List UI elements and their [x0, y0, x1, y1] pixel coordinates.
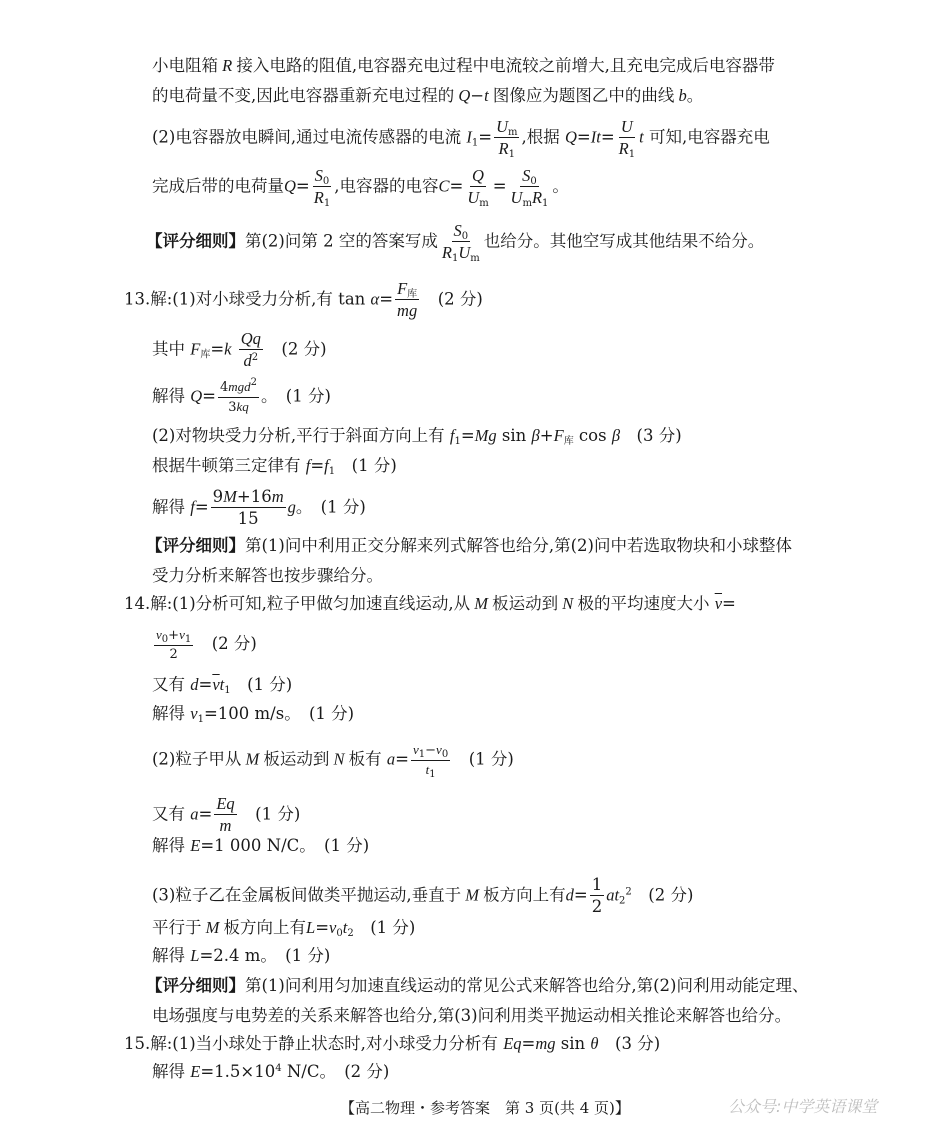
text: 解得 — [152, 704, 185, 723]
text: 其中 — [152, 339, 185, 359]
text: 第(1)问利用匀加速直线运动的常见公式来解答也给分,第(2)问利用动能定理、 — [245, 976, 809, 995]
text: 第(2)问第 2 空的答案写成 — [245, 231, 438, 251]
score: (1 分) — [320, 497, 366, 517]
score: (2 分) — [437, 289, 483, 309]
q14-line6: 又有 a= $\frac{Eq}{m}$ (1 分) — [152, 794, 301, 836]
text: 。 — [261, 386, 270, 406]
text: (2)对物块受力分析,平行于斜面方向上有 — [152, 426, 445, 445]
score: (1 分) — [308, 704, 355, 723]
text: 受力分析来解答也按步骤给分。 — [152, 566, 383, 585]
text: 解得 — [152, 946, 185, 965]
q14-line9: 平行于 M 板方向上有$L=v_0t_2$ (1 分) — [152, 918, 416, 939]
q14-line8: (3)粒子乙在金属板间做类平抛运动,垂直于 M 板方向上有d= $\frac{1}{2}$ $at_2^2$ (2 分) — [152, 875, 694, 917]
score: (3 分) — [636, 426, 682, 445]
q13-rubric-1 — [146, 538, 792, 555]
fraction: $\frac{1}{2}$ — [591, 875, 603, 917]
q14-line3: 又有 $d=\overline{v}t_1$ (1 分) — [152, 675, 293, 696]
rubric-tag: 【评分细则】 — [146, 976, 245, 995]
p12-line2: 的电荷量不变,因此电容器重新充电过程的 Q−t 图像应为题图乙中的曲线 b。 — [152, 86, 704, 105]
fraction: $\frac{S_0}{R_1U_m}$ — [441, 221, 480, 265]
q13-line6: 解得 f= $\frac{9M+16m}{15}$ g。 (1 分) — [152, 487, 366, 529]
fraction: $\frac{U}{R_1}$ — [618, 117, 636, 161]
text: 的电荷量不变,因此电容器重新充电过程的 — [152, 86, 455, 105]
exponent: 4 — [275, 1063, 282, 1074]
score: (2 分) — [344, 1062, 390, 1081]
fraction: $\frac{4mgd^2}{3kq}$ — [220, 377, 258, 415]
text: (2)电容器放电瞬间,通过电流传感器的电流 — [152, 127, 462, 147]
rubric-tag: 【评分细则】 — [146, 536, 245, 555]
q14-rubric-2 — [152, 1008, 791, 1025]
q14-line1: 14.解:(1)分析可知,粒子甲做匀加速直线运动,从 M 板运动到 N 极的平均速度大小 $\overline{v}=$ — [124, 594, 736, 613]
fraction: $\frac{v_1-v_0}{t_1}$ — [412, 742, 449, 780]
score: (3 分) — [615, 1034, 661, 1053]
text: 电场强度与电势差的关系来解答也给分,第(3)问利用类平抛运动相关推论来解答也给分。 — [152, 1006, 792, 1025]
p12-line4: 完成后带的电荷量Q= $\frac{S_0}{R_1}$ ,电容器的电容C= $\frac{Q}{U_m}$ = $\frac{S_0}{U_mR_1}$ 。 — [152, 166, 569, 210]
rubric-tag: 【评分细则】 — [146, 231, 245, 251]
fraction: $\frac{9M+16m}{15}$ — [212, 487, 284, 529]
q14-line7: 解得 E=1 000 N/C。 (1 分) — [152, 836, 370, 855]
fraction: $\frac{v_0+v_1}{2}$ — [156, 627, 192, 662]
text: 解得 — [152, 497, 185, 517]
text: 解得 — [152, 386, 185, 406]
score: (1 分) — [285, 946, 331, 965]
fraction: $\frac{U_m}{R_1}$ — [496, 117, 518, 161]
text: 板运动到 — [492, 594, 559, 613]
fraction: $\frac{S_0}{U_mR_1}$ — [510, 166, 549, 210]
p12-part2: (2)电容器放电瞬间,通过电流传感器的电流 $I_1=$ $\frac{U_m}{R_1}$ ,根据 Q=It= $\frac{U}{R_1}$ t 可知,电容器充电 — [152, 117, 770, 161]
fraction: $\frac{S_0}{R_1}$ — [313, 166, 331, 210]
text: 可知,电容器充电 — [648, 127, 770, 147]
q13-rubric-2 — [152, 568, 383, 585]
q13-line4: (2)对物块受力分析,平行于斜面方向上有 $f_1=Mg$ $\sin \beta+F_库$ cos β (3 分) — [152, 426, 682, 447]
fraction: $\frac{Eq}{m}$ — [216, 794, 235, 836]
text: =1.5×10 — [200, 1062, 276, 1081]
text: 。 — [295, 497, 305, 517]
q14-rubric-1 — [146, 978, 809, 995]
q14-line10: 解得 L=2.4 m。 (1 分) — [152, 946, 331, 965]
p12-rubric — [146, 221, 765, 265]
score: (1 分) — [351, 456, 397, 475]
q15-line2: 解得 $E=1.5\times 10^4$ N/C。 (2 分) — [152, 1062, 390, 1081]
text: 板方向上有 — [223, 918, 306, 937]
text: 解:(1)对小球受力分析,有 — [150, 289, 333, 309]
q13-line2: 其中 $F_库=k$ $\frac{Qq}{d^2}$ (2 分) — [152, 329, 327, 371]
score: (1 分) — [285, 386, 331, 406]
score: (2 分) — [211, 634, 257, 654]
text: 也给分。其他空写成其他结果不给分。 — [483, 231, 765, 251]
score: (2 分) — [648, 885, 694, 905]
text: N/C。 — [281, 1062, 328, 1081]
text: 第(1)问中利用正交分解来列式解答也给分,第(2)问中若选取物块和小球整体 — [245, 536, 792, 555]
question-number: 13. — [124, 289, 151, 309]
text: 完成后带的电荷量 — [152, 176, 284, 196]
text: 平行于 — [152, 918, 202, 937]
text: 又有 — [152, 675, 185, 694]
text: 解得 — [152, 836, 185, 855]
q14-line2 — [152, 628, 257, 661]
text: 根据牛顿第三定律有 — [152, 456, 301, 475]
text: =2.4 m。 — [199, 946, 269, 965]
page-footer: 【高二物理・参考答案 第 3 页(共 4 页)】 — [340, 1099, 630, 1117]
q14-line4: 解得 $v_1=100$ m/s。 (1 分) — [152, 704, 355, 725]
text: (2)粒子甲从 — [152, 749, 242, 769]
q14-line5: (2)粒子甲从 M 板运动到 N 板有 a= $\frac{v_1-v_0}{t_1}$ (1 分) — [152, 742, 514, 780]
score: (2 分) — [281, 339, 327, 359]
text: 又有 — [152, 804, 185, 824]
fraction: $\frac{F_库}{mg}$ — [397, 279, 418, 321]
text: 板有 — [348, 749, 382, 769]
text: (3)粒子乙在金属板间做类平抛运动,垂直于 — [152, 885, 462, 905]
p12-line1: 小电阻箱 R 接入电路的阻值,电容器充电过程中电流较之前增大,且充电完成后电容器带 — [152, 56, 775, 75]
text: 板方向上有 — [483, 885, 566, 905]
question-number: 15. — [124, 1034, 151, 1053]
q13-line5: 根据牛顿第三定律有 $f=f_1$ (1 分) — [152, 456, 397, 477]
text: =100 m/s。 — [203, 704, 293, 723]
text: ,根据 — [521, 127, 560, 147]
text: 小电阻箱 — [152, 56, 218, 75]
text: 极的平均速度大小 — [577, 594, 710, 613]
text: 板运动到 — [263, 749, 330, 769]
text: 接入电路的阻值,电容器充电过程中电流较之前增大,且充电完成后电容器带 — [236, 56, 775, 75]
fraction: $\frac{Qq}{d^2}$ — [240, 329, 261, 371]
fraction: $\frac{Q}{U_m}$ — [467, 166, 489, 210]
score: (1 分) — [255, 804, 301, 824]
text: =1 000 N/C。 — [200, 836, 308, 855]
score: (1 分) — [370, 918, 416, 937]
score: (1 分) — [468, 749, 514, 769]
q15-line1: 15.解:(1)当小球处于静止状态时,对小球受力分析有 Eq=mg sin θ (3 分) — [124, 1034, 661, 1053]
text: 解:(1)当小球处于静止状态时,对小球受力分析有 — [150, 1034, 498, 1053]
score: (1 分) — [324, 836, 370, 855]
score: (1 分) — [247, 675, 293, 694]
text: 图像应为题图乙中的曲线 — [492, 86, 675, 105]
text: ,电容器的电容 — [334, 176, 439, 196]
text: 。 — [552, 176, 569, 196]
watermark: 公众号:中学英语课堂 — [728, 1097, 878, 1116]
text: 解得 — [152, 1062, 185, 1081]
question-number: 14. — [124, 594, 151, 613]
q13-line1: 13.解:(1)对小球受力分析,有 tan α= $\frac{F_库}{mg}$ (2 分) — [124, 279, 483, 321]
q13-line3: 解得 Q= $\frac{4mgd^2}{3kq}$ 。 (1 分) — [152, 377, 331, 415]
text: 解:(1)分析可知,粒子甲做匀加速直线运动,从 — [150, 594, 471, 613]
